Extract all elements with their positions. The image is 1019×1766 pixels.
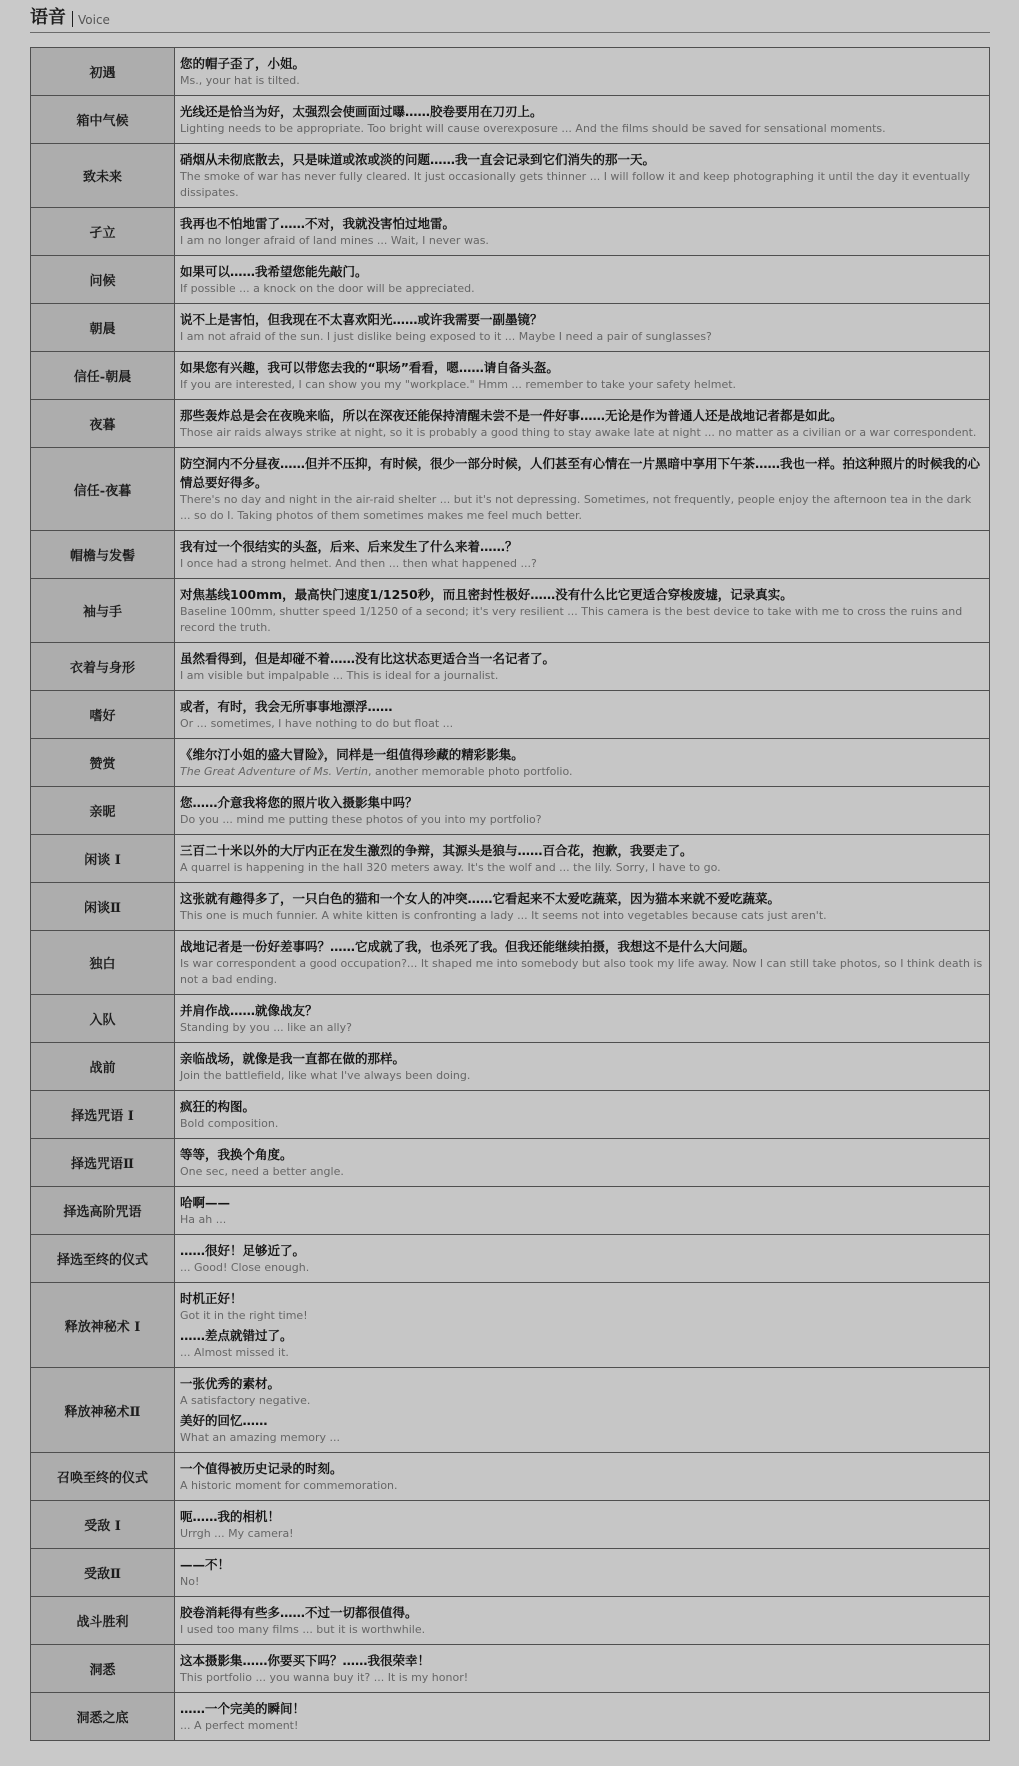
voice-content (175, 691, 990, 739)
voice-row (31, 1693, 990, 1741)
title-divider (72, 11, 73, 27)
voice-line-english: ... A perfect moment! (180, 1719, 299, 1732)
voice-line-chinese: 《维尔汀小姐的盛大冒险》，同样是一组值得珍藏的精彩影集。 (180, 747, 524, 762)
voice-line-chinese: 三百二十米以外的大厅内正在发生激烈的争辩，其源头是狼与……百合花，抱歉，我要走了。 (180, 843, 693, 858)
voice-content (175, 995, 990, 1043)
voice-label: 洞悉之底 (31, 1693, 175, 1741)
voice-label: 释放神秘术 I (31, 1283, 175, 1368)
voice-row (31, 995, 990, 1043)
voice-label: 择选咒语Ⅱ (31, 1139, 175, 1187)
voice-label: 战斗胜利 (31, 1597, 175, 1645)
voice-content (175, 1453, 990, 1501)
voice-label: 洞悉 (31, 1645, 175, 1693)
voice-label: 择选咒语 I (31, 1091, 175, 1139)
voice-content (175, 835, 990, 883)
voice-line-english: What an amazing memory ... (180, 1431, 341, 1444)
voice-row (31, 1597, 990, 1645)
voice-label: 闲谈 I (31, 835, 175, 883)
voice-line-english: The smoke of war has never fully cleared. It just occasionally gets thinner ... I will follow it and keep photographing it until the day it eventually dissipates. (180, 170, 971, 199)
voice-row (31, 691, 990, 739)
voice-line-chinese: 胶卷消耗得有些多……不过一切都很值得。 (180, 1605, 418, 1620)
voice-line-english: A quarrel is happening in the hall 320 meters away. It's the wolf and ... the lily. Sorry, I have to go. (180, 861, 721, 874)
voice-row (31, 96, 990, 144)
voice-line-english: Ha ah ... (180, 1213, 227, 1226)
voice-line-chinese: 这本摄影集……你要买下吗？……我很荣幸！ (180, 1653, 431, 1668)
voice-row (31, 304, 990, 352)
voice-content (175, 1235, 990, 1283)
voice-page (30, 6, 990, 1741)
voice-content (175, 1693, 990, 1741)
voice-content (175, 1187, 990, 1235)
voice-line-chinese: 光线还是恰当为好，太强烈会使画面过曝……胶卷要用在刀刃上。 (180, 104, 543, 119)
voice-line-chinese: 疯狂的构图。 (180, 1099, 256, 1114)
voice-content (175, 1501, 990, 1549)
voice-label: 夜暮 (31, 400, 175, 448)
voice-label: 择选高阶咒语 (31, 1187, 175, 1235)
voice-line-english: If you are interested, I can show you my "workplace." Hmm ... remember to take your safety helmet. (180, 378, 737, 391)
voice-row (31, 643, 990, 691)
voice-line-chinese: 说不上是害怕，但我现在不太喜欢阳光……或许我需要一副墨镜？ (180, 312, 543, 327)
voice-content (175, 1645, 990, 1693)
voice-content (175, 931, 990, 995)
voice-line-english: Join the battlefield, like what I've always been doing. (180, 1069, 471, 1082)
voice-content (175, 144, 990, 208)
voice-label: 信任-夜暮 (31, 448, 175, 531)
voice-row (31, 931, 990, 995)
voice-row (31, 208, 990, 256)
voice-line-chinese: ——不！ (180, 1557, 231, 1572)
voice-row (31, 1235, 990, 1283)
voice-row (31, 579, 990, 643)
voice-line-chinese: 您……介意我将您的照片收入摄影集中吗？ (180, 795, 418, 810)
voice-label: 致未来 (31, 144, 175, 208)
voice-line-chinese: ……一个完美的瞬间！ (180, 1701, 306, 1716)
voice-row (31, 883, 990, 931)
voice-content (175, 1597, 990, 1645)
voice-label: 赞赏 (31, 739, 175, 787)
voice-row (31, 448, 990, 531)
voice-label: 亲昵 (31, 787, 175, 835)
voice-row (31, 531, 990, 579)
voice-label: 择选至终的仪式 (31, 1235, 175, 1283)
voice-line-english: Got it in the right time! (180, 1309, 308, 1322)
voice-label: 嗜好 (31, 691, 175, 739)
voice-content (175, 1283, 990, 1368)
voice-line-english: Bold composition. (180, 1117, 279, 1130)
voice-line-english: Those air raids always strike at night, so it is probably a good thing to stay awake late at night ... no matter as a civilian or a war correspondent. (180, 426, 977, 439)
voice-content (175, 739, 990, 787)
voice-line-chinese: 我再也不怕地雷了……不对，我就没害怕过地雷。 (180, 216, 456, 231)
voice-content (175, 1139, 990, 1187)
voice-line-chinese: 这张就有趣得多了，一只白色的猫和一个女人的冲突……它看起来不太爱吃蔬菜，因为猫本来就不爱吃蔬菜。 (180, 891, 781, 906)
voice-label: 闲谈Ⅱ (31, 883, 175, 931)
voice-label: 释放神秘术Ⅱ (31, 1368, 175, 1453)
voice-line-chinese: 美好的回忆…… (180, 1413, 268, 1428)
voice-label: 朝晨 (31, 304, 175, 352)
voice-row (31, 1283, 990, 1368)
voice-line-english: One sec, need a better angle. (180, 1165, 344, 1178)
voice-line-english: ... Good! Close enough. (180, 1261, 310, 1274)
voice-line-chinese: 呃……我的相机！ (180, 1509, 281, 1524)
voice-label: 孑立 (31, 208, 175, 256)
voice-line-chinese: 那些轰炸总是会在夜晚来临，所以在深夜还能保持清醒未尝不是一件好事……无论是作为普通人还是战地记者都是如此。 (180, 408, 843, 423)
voice-content (175, 579, 990, 643)
voice-line-chinese: 虽然看得到，但是却碰不着……没有比这状态更适合当一名记者了。 (180, 651, 556, 666)
voice-line-english: Urrgh ... My camera! (180, 1527, 294, 1540)
voice-label: 入队 (31, 995, 175, 1043)
voice-line-english: If possible ... a knock on the door will be appreciated. (180, 282, 475, 295)
voice-table (30, 47, 990, 1741)
voice-content (175, 256, 990, 304)
voice-label: 箱中气候 (31, 96, 175, 144)
voice-line-chinese: 对焦基线100mm，最高快门速度1/1250秒，而且密封性极好……没有什么比它更适合穿梭废墟，记录真实。 (180, 587, 793, 602)
voice-line-english: Standing by you ... like an ally? (180, 1021, 352, 1034)
voice-row (31, 1043, 990, 1091)
voice-row (31, 739, 990, 787)
voice-line-chinese: 硝烟从未彻底散去，只是味道或浓或淡的问题……我一直会记录到它们消失的那一天。 (180, 152, 656, 167)
voice-label: 信任-朝晨 (31, 352, 175, 400)
voice-line-english: Baseline 100mm, shutter speed 1/1250 of a second; it's very resilient ... This camera is the best device to take with me to cross the ruins and record the truth. (180, 605, 963, 634)
voice-content (175, 48, 990, 96)
voice-line-english: I am not afraid of the sun. I just dislike being exposed to it ... Maybe I need a pair of sunglasses? (180, 330, 712, 343)
voice-line-english: ... Almost missed it. (180, 1346, 289, 1359)
voice-line-english: This one is much funnier. A white kitten is confronting a lady ... It seems not into vegetables because cats just aren't. (180, 909, 827, 922)
voice-row (31, 1187, 990, 1235)
voice-row (31, 1139, 990, 1187)
voice-content (175, 208, 990, 256)
section-title: 语音 (30, 7, 66, 28)
voice-line-english: Or ... sometimes, I have nothing to do but float ... (180, 717, 454, 730)
voice-content (175, 96, 990, 144)
voice-line-english: I once had a strong helmet. And then ... then what happened ...? (180, 557, 537, 570)
voice-line-chinese: ……差点就错过了。 (180, 1328, 293, 1343)
voice-row (31, 1091, 990, 1139)
voice-table-body (31, 48, 990, 1741)
voice-content (175, 352, 990, 400)
voice-label: 独白 (31, 931, 175, 995)
section-subtitle: Voice (78, 13, 110, 27)
voice-line-chinese: 或者，有时，我会无所事事地漂浮…… (180, 699, 393, 714)
voice-line-chinese: 如果您有兴趣，我可以带您去我的“职场”看看，嗯……请自备头盔。 (180, 360, 559, 375)
voice-line-english (180, 764, 983, 780)
voice-line-english-rest: , another memorable photo portfolio. (367, 765, 573, 778)
voice-content (175, 787, 990, 835)
voice-line-english: A satisfactory negative. (180, 1394, 311, 1407)
voice-label: 初遇 (31, 48, 175, 96)
voice-content (175, 1043, 990, 1091)
voice-label: 战前 (31, 1043, 175, 1091)
voice-line-english: I am no longer afraid of land mines ... Wait, I never was. (180, 234, 489, 247)
voice-line-chinese: 时机正好！ (180, 1291, 243, 1306)
voice-label: 受敌 I (31, 1501, 175, 1549)
voice-content (175, 1368, 990, 1453)
voice-line-english-title: The Great Adventure of Ms. Vertin (180, 765, 368, 778)
voice-content (175, 1091, 990, 1139)
voice-line-chinese: 您的帽子歪了，小姐。 (180, 56, 306, 71)
voice-content (175, 531, 990, 579)
voice-row (31, 1645, 990, 1693)
voice-label: 问候 (31, 256, 175, 304)
voice-line-chinese: 哈啊—— (180, 1195, 231, 1210)
voice-line-chinese: 防空洞内不分昼夜……但并不压抑，有时候，很少一部分时候，人们甚至有心情在一片黑暗中享用下午茶……我也一样。拍这种照片的时候我的心情总要好得多。 (180, 456, 981, 490)
voice-content (175, 304, 990, 352)
voice-content (175, 448, 990, 531)
voice-row (31, 1501, 990, 1549)
voice-row (31, 835, 990, 883)
voice-line-english: A historic moment for commemoration. (180, 1479, 398, 1492)
voice-label: 袖与手 (31, 579, 175, 643)
voice-row (31, 400, 990, 448)
voice-content (175, 643, 990, 691)
voice-row (31, 787, 990, 835)
voice-line-english: I used too many films ... but it is worthwhile. (180, 1623, 426, 1636)
voice-line-english: This portfolio ... you wanna buy it? ... It is my honor! (180, 1671, 469, 1684)
voice-line-chinese: 亲临战场，就像是我一直都在做的那样。 (180, 1051, 406, 1066)
voice-line-english: There's no day and night in the air-raid shelter ... but it's not depressing. Sometimes, not frequently, people enjoy the afternoon tea in the dark ... so do I. Taking photos of them sometimes makes me feel much better. (180, 493, 972, 522)
voice-line-english: Ms., your hat is tilted. (180, 74, 300, 87)
voice-line-chinese: 一个值得被历史记录的时刻。 (180, 1461, 343, 1476)
voice-content (175, 1549, 990, 1597)
voice-row (31, 1549, 990, 1597)
voice-line-chinese: 如果可以……我希望您能先敲门。 (180, 264, 368, 279)
voice-label: 帽檐与发髻 (31, 531, 175, 579)
voice-row (31, 144, 990, 208)
voice-label: 衣着与身形 (31, 643, 175, 691)
voice-line-chinese: 并肩作战……就像战友？ (180, 1003, 318, 1018)
voice-label: 召唤至终的仪式 (31, 1453, 175, 1501)
voice-label: 受敌Ⅱ (31, 1549, 175, 1597)
voice-line-english: Lighting needs to be appropriate. Too bright will cause overexposure ... And the films should be saved for sensational moments. (180, 122, 886, 135)
voice-line-chinese: ……很好！足够近了。 (180, 1243, 306, 1258)
voice-line-chinese: 战地记者是一份好差事吗？……它成就了我，也杀死了我。但我还能继续拍摄，我想这不是什么大问题。 (180, 939, 756, 954)
voice-line-english: I am visible but impalpable ... This is ideal for a journalist. (180, 669, 499, 682)
voice-content (175, 883, 990, 931)
voice-line-english: Do you ... mind me putting these photos of you into my portfolio? (180, 813, 542, 826)
voice-line-chinese: 一张优秀的素材。 (180, 1376, 281, 1391)
voice-line-english: No! (180, 1575, 200, 1588)
voice-row (31, 256, 990, 304)
voice-row (31, 1453, 990, 1501)
voice-row (31, 48, 990, 96)
voice-row (31, 1368, 990, 1453)
voice-row (31, 352, 990, 400)
voice-line-chinese: 等等，我换个角度。 (180, 1147, 293, 1162)
section-header (30, 6, 990, 33)
voice-content (175, 400, 990, 448)
voice-line-chinese: 我有过一个很结实的头盔，后来、后来发生了什么来着……？ (180, 539, 518, 554)
voice-line-english: Is war correspondent a good occupation?... It shaped me into somebody but also took my life away. Now I can still take photos, so I think death is not a bad ending. (180, 957, 983, 986)
